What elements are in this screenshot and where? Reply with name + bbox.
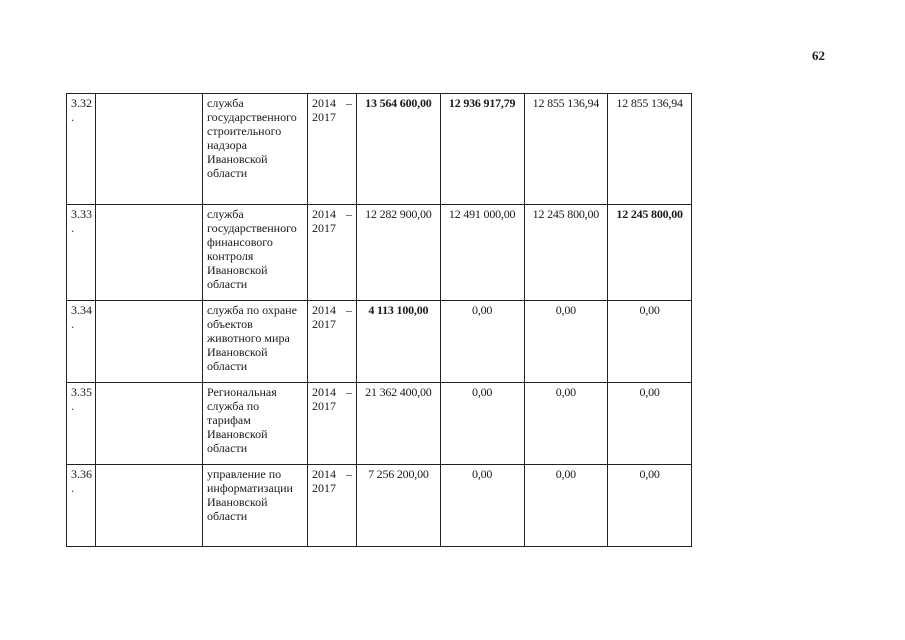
period-cell — [308, 465, 357, 547]
table-row — [67, 465, 692, 547]
period-start: 2014 — [312, 467, 336, 481]
amount-cell: 12 855 136,94 — [608, 94, 692, 205]
agency-name-cell: служба государственного финансового контроля Ивановской области — [203, 205, 308, 301]
amount-cell: 12 282 900,00 — [357, 205, 441, 301]
row-number: 3.34 — [71, 303, 92, 317]
row-number: 3.35 — [71, 385, 92, 399]
amount-cell: 12 936 917,79 — [440, 94, 524, 205]
empty-cell — [96, 465, 203, 547]
amount-cell: 21 362 400,00 — [357, 383, 441, 465]
amount-cell: 0,00 — [440, 383, 524, 465]
period-start: 2014 — [312, 96, 336, 110]
amount-cell: 12 491 000,00 — [440, 205, 524, 301]
agency-name-cell: Региональная служба по тарифам Ивановской области — [203, 383, 308, 465]
period-end: 2017 — [312, 481, 336, 495]
empty-cell — [96, 301, 203, 383]
amount-cell: 0,00 — [524, 301, 608, 383]
period-end: 2017 — [312, 317, 336, 331]
amount-cell: 7 256 200,00 — [357, 465, 441, 547]
period-dash: – — [346, 385, 352, 399]
period-end: 2017 — [312, 110, 336, 124]
page-number: 62 — [812, 48, 825, 63]
table-row — [67, 383, 692, 465]
empty-cell — [96, 205, 203, 301]
row-number-cell — [67, 301, 96, 383]
row-number-suffix: . — [71, 399, 74, 413]
row-number-cell — [67, 383, 96, 465]
amount-cell: 0,00 — [608, 383, 692, 465]
amount-cell: 0,00 — [608, 465, 692, 547]
table-row — [67, 205, 692, 301]
amount-cell: 0,00 — [440, 465, 524, 547]
table-row — [67, 301, 692, 383]
row-number-suffix: . — [71, 110, 74, 124]
period-end: 2017 — [312, 399, 336, 413]
row-number-suffix: . — [71, 317, 74, 331]
row-number-cell — [67, 94, 96, 205]
row-number: 3.33 — [71, 207, 92, 221]
period-cell — [308, 94, 357, 205]
row-number-suffix: . — [71, 221, 74, 235]
amount-cell: 0,00 — [608, 301, 692, 383]
period-start: 2014 — [312, 385, 336, 399]
period-cell — [308, 205, 357, 301]
amount-cell: 0,00 — [440, 301, 524, 383]
period-end: 2017 — [312, 221, 336, 235]
budget-table — [66, 93, 692, 547]
period-dash: – — [346, 96, 352, 110]
table-row — [67, 94, 692, 205]
empty-cell — [96, 383, 203, 465]
row-number: 3.36 — [71, 467, 92, 481]
agency-name-cell: служба государственного строительного надзора Ивановской области — [203, 94, 308, 205]
period-start: 2014 — [312, 303, 336, 317]
period-start: 2014 — [312, 207, 336, 221]
amount-cell: 0,00 — [524, 465, 608, 547]
amount-cell: 12 855 136,94 — [524, 94, 608, 205]
period-cell — [308, 301, 357, 383]
period-dash: – — [346, 303, 352, 317]
agency-name-cell: управление по информатизации Ивановской области — [203, 465, 308, 547]
period-dash: – — [346, 467, 352, 481]
agency-name-cell: служба по охране объектов животного мира Ивановской области — [203, 301, 308, 383]
period-cell — [308, 383, 357, 465]
row-number-cell — [67, 205, 96, 301]
amount-cell: 4 113 100,00 — [357, 301, 441, 383]
empty-cell — [96, 94, 203, 205]
amount-cell: 12 245 800,00 — [608, 205, 692, 301]
row-number: 3.32 — [71, 96, 92, 110]
amount-cell: 0,00 — [524, 383, 608, 465]
amount-cell: 13 564 600,00 — [357, 94, 441, 205]
row-number-suffix: . — [71, 481, 74, 495]
period-dash: – — [346, 207, 352, 221]
row-number-cell — [67, 465, 96, 547]
amount-cell: 12 245 800,00 — [524, 205, 608, 301]
